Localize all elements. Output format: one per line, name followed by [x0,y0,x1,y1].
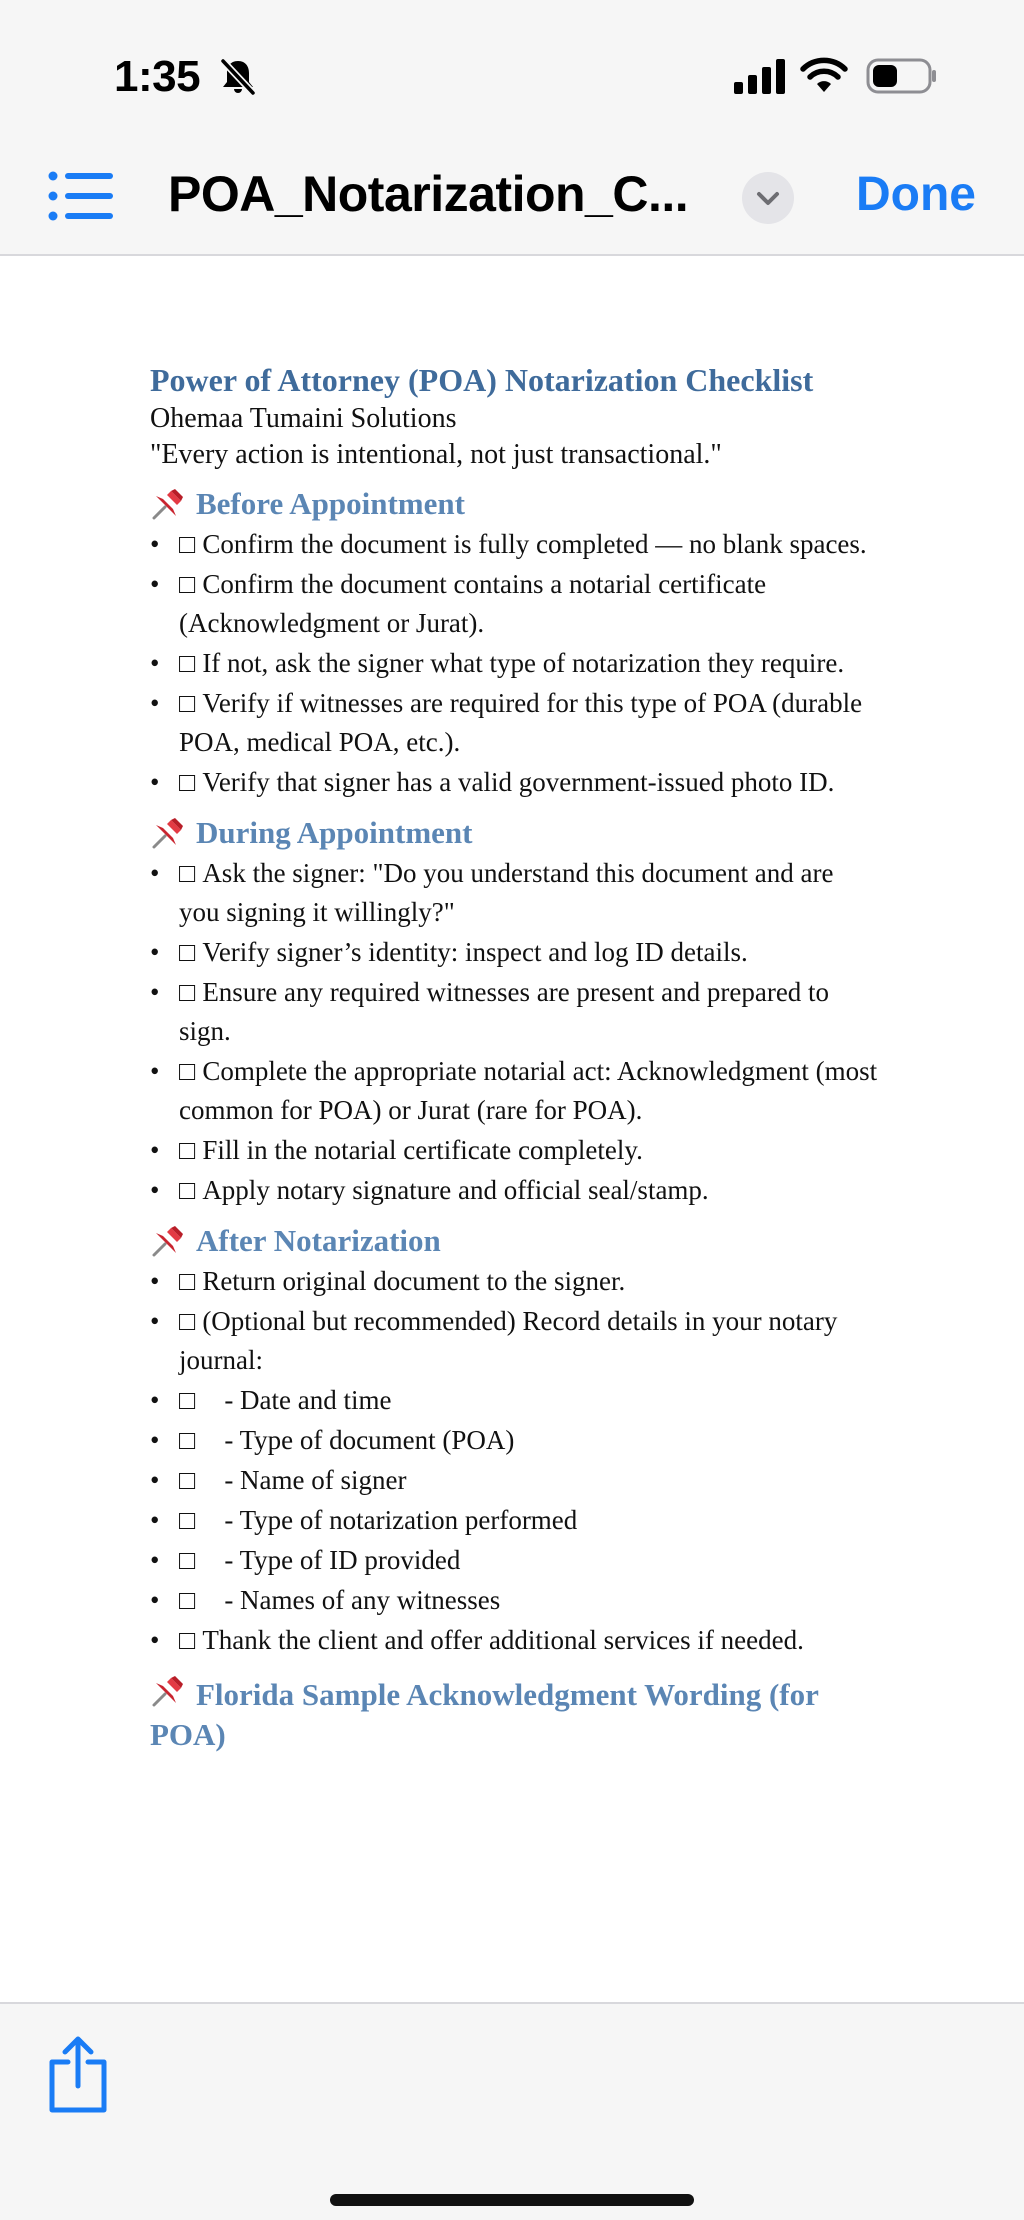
bullet: • [150,858,160,888]
section-heading-before [150,484,880,524]
document-content [150,360,880,1755]
checklist-item-text: (Optional but recommended) Record details in your notary journal: [179,1306,838,1375]
done-button[interactable]: Done [856,168,976,221]
chevron-down-icon [754,186,782,210]
checklist-item-text: Apply notary signature and official seal/stamp. [202,1175,709,1205]
bullet: • [150,937,160,967]
checklist-item-text: Complete the appropriate notarial act: Acknowledgment (most common for POA) or Jurat (rare for POA). [179,1056,878,1125]
checkbox-icon: □ [179,1625,196,1655]
document-view[interactable] [0,256,1024,2002]
bullet: • [150,1465,160,1495]
checkbox-icon: □ [179,1425,196,1455]
checkbox-icon: □ [179,648,196,678]
bullet: • [150,688,160,718]
checkbox-icon: □ [179,1545,196,1575]
bell-slash-icon [218,56,258,96]
checklist-item-text: - Date and time [224,1385,392,1415]
battery-icon [866,58,938,94]
checkbox-icon: □ [179,937,196,967]
checkbox-icon: □ [179,1175,196,1205]
bullet: • [150,648,160,678]
checklist-item [150,565,880,643]
bullet: • [150,1056,160,1086]
checklist-item [150,525,880,564]
nav-bar [0,150,1024,256]
bullet: • [150,529,160,559]
checklist-item-text: Verify if witnesses are required for this type of POA (durable POA, medical POA, etc.). [179,688,863,757]
checklist-item-text: Verify signer’s identity: inspect and log ID details. [202,937,748,967]
section-title: Before Appointment [196,486,465,521]
bullet: • [150,1175,160,1205]
checklist-item [150,973,880,1051]
checklist-item-text: - Name of signer [224,1465,407,1495]
checklist-item [150,1131,880,1170]
bottom-toolbar [0,2002,1024,2220]
checkbox-icon: □ [179,1135,196,1165]
section-heading-during [150,813,880,853]
checklist-subitem [150,1581,880,1620]
checklist-subitem [150,1381,880,1420]
checklist-subitem [150,1461,880,1500]
checkbox-icon: □ [179,1056,196,1086]
checklist-item [150,644,880,683]
checkbox-icon: □ [179,767,196,797]
home-indicator[interactable] [330,2194,694,2206]
bullet: • [150,1625,160,1655]
checklist-item-text: Fill in the notarial certificate completely. [202,1135,643,1165]
checklist-title: Power of Attorney (POA) Notarization Checklist [150,362,814,398]
checklist-item-text: Ask the signer: "Do you understand this document and are you signing it willingly?" [179,858,834,927]
checklist-item-text: Ensure any required witnesses are present and prepared to sign. [179,977,830,1046]
bullet: • [150,1306,160,1336]
status-bar [0,0,1024,150]
checkbox-icon: □ [179,1306,196,1336]
checkbox-icon: □ [179,858,196,888]
checklist-item-text: - Names of any witnesses [224,1585,501,1615]
bullet: • [150,1425,160,1455]
status-time: 1:35 [114,52,201,101]
bullet: • [150,1545,160,1575]
tagline: "Every action is intentional, not just transactional." [150,439,722,470]
checkbox-icon: □ [179,1266,196,1296]
bullet: • [150,1505,160,1535]
document-title[interactable]: POA_Notarization_C... [168,166,689,222]
section-title: After Notarization [196,1223,441,1258]
checklist-item [150,763,880,802]
company-name: Ohemaa Tumaini Solutions [150,403,457,434]
pushpin-icon [150,1223,186,1259]
checkbox-icon: □ [179,1385,196,1415]
cellular-signal-icon [734,58,788,94]
checkbox-icon: □ [179,1585,196,1615]
checklist-after [150,1262,880,1660]
section-title: During Appointment [196,815,473,850]
checklist-item [150,1262,880,1301]
title-menu-button[interactable] [742,172,794,224]
checkbox-icon: □ [179,1465,196,1495]
pushpin-icon [150,1673,186,1709]
bullet: • [150,1135,160,1165]
bullet: • [150,1385,160,1415]
checklist-item [150,684,880,762]
checklist-item-text: Confirm the document is fully completed — no blank spaces. [202,529,867,559]
section-heading-after [150,1221,880,1261]
checklist-item-text: - Type of notarization performed [224,1505,578,1535]
checklist-item [150,1302,880,1380]
checkbox-icon: □ [179,569,196,599]
pushpin-icon [150,486,186,522]
bullet: • [150,977,160,1007]
checklist-item-text: Verify that signer has a valid government-issued photo ID. [202,767,835,797]
checklist-item-text: - Type of document (POA) [224,1425,515,1455]
checkbox-icon: □ [179,977,196,1007]
checklist-item [150,933,880,972]
checklist-item [150,1171,880,1210]
checklist-item [150,854,880,932]
bullet: • [150,1266,160,1296]
list-icon[interactable] [48,168,116,224]
section-title: Florida Sample Acknowledgment Wording (for POA) [150,1677,819,1752]
bullet: • [150,569,160,599]
bullet: • [150,1585,160,1615]
checklist-subitem [150,1501,880,1540]
checklist-item-text: If not, ask the signer what type of notarization they require. [202,648,845,678]
checklist-item-text: Thank the client and offer additional services if needed. [202,1625,804,1655]
checklist-item-text: Confirm the document contains a notarial certificate (Acknowledgment or Jurat). [179,569,767,638]
checkbox-icon: □ [179,688,196,718]
checklist-subitem [150,1421,880,1460]
checklist-item-text: - Type of ID provided [224,1545,461,1575]
checkbox-icon: □ [179,529,196,559]
pushpin-icon [150,815,186,851]
wifi-icon [800,56,848,94]
bullet: • [150,767,160,797]
checkbox-icon: □ [179,1505,196,1535]
section-heading-florida [150,1671,880,1755]
checklist-item [150,1052,880,1130]
checklist-during [150,854,880,1210]
checklist-item [150,1621,880,1660]
checklist-item-text: Return original document to the signer. [202,1266,626,1296]
share-icon[interactable] [46,2034,110,2114]
checklist-subitem [150,1541,880,1580]
checklist-before [150,525,880,802]
